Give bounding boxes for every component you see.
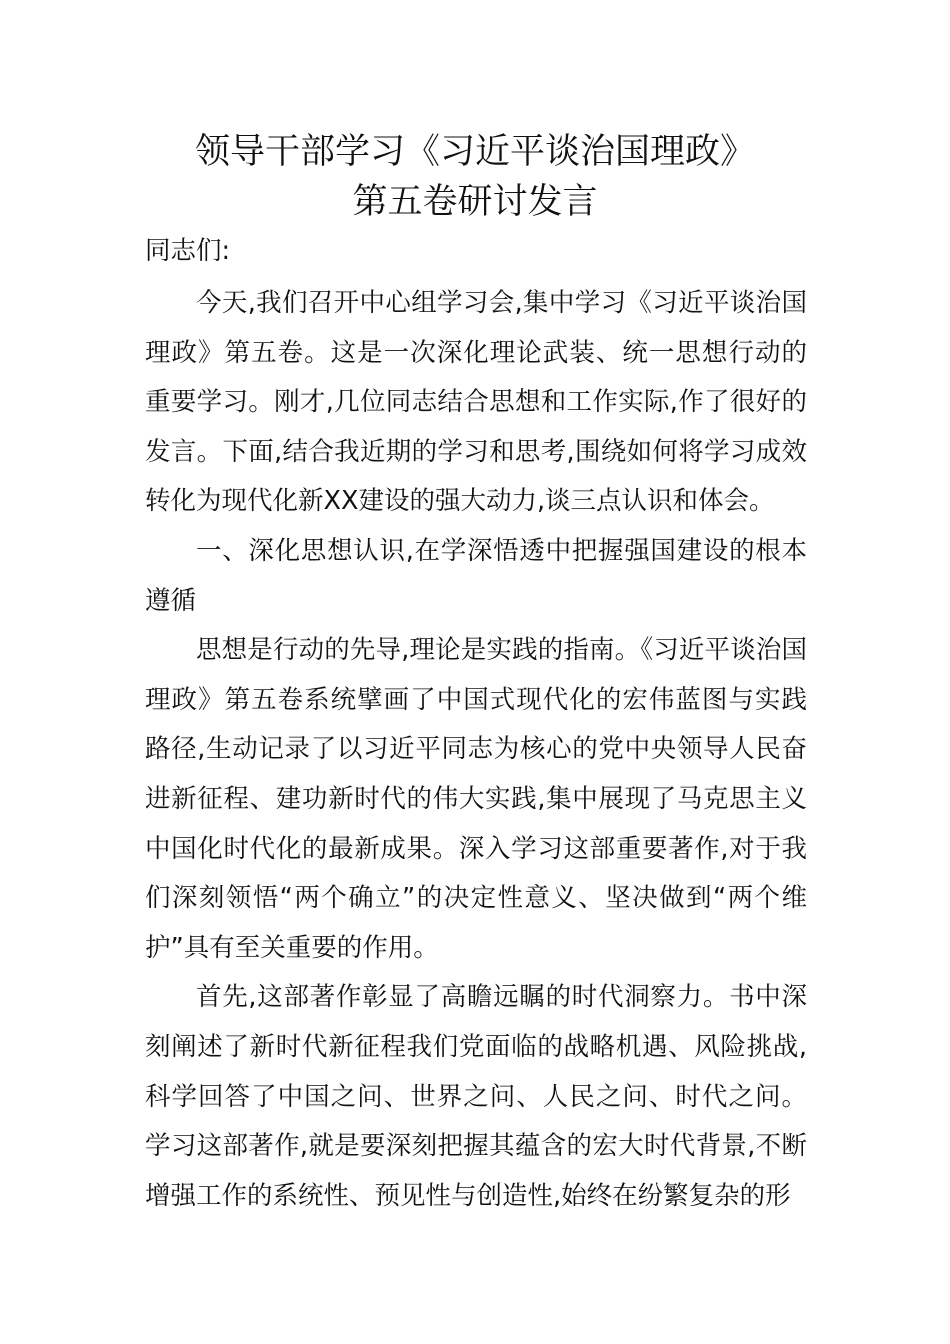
document-body: [145, 279, 807, 1221]
paragraph-section-1: 思想是行动的先导,理论是实践的指南。《习近平谈治国理政》第五卷系统擘画了中国式现代化的宏伟蓝图与实践路径,生动记录了以习近平同志为核心的党中央领导人民奋进新征程、建功新时代的伟大实践,集中展现了马克思主义中国化时代化的最新成果。深入学习这部重要著作,对于我们深刻领悟“两个确立”的决定性意义、坚决做到“两个维护”具有至关重要的作用。: [145, 635, 807, 963]
section-heading-1: 一、深化思想认识,在学深悟透中把握强国建设的根本遵循: [145, 535, 807, 616]
document-title-line-1: 领导干部学习《习近平谈治国理政》: [194, 132, 755, 172]
paragraph-intro: 今天,我们召开中心组学习会,集中学习《习近平谈治国理政》第五卷。这是一次深化理论武装、统一思想行动的重要学习。刚才,几位同志结合思想和工作实际,作了很好的发言。下面,结合我近期的学习和思考,围绕如何将学习成效转化为现代化新XX建设的强大动力,谈三点认识和体会。: [145, 288, 807, 517]
document-title-line-2: 第五卷研讨发言: [352, 182, 598, 222]
salutation: 同志们:: [145, 236, 231, 266]
paragraph-first-point: 首先,这部著作彰显了高瞻远瞩的时代洞察力。书中深刻阐述了新时代新征程我们党面临的战略机遇、风险挑战,科学回答了中国之问、世界之问、人民之问、时代之问。学习这部著作,就是要深刻把握其蕴含的宏大时代背景,不断增强工作的系统性、预见性与创造性,始终在纷繁复杂的形: [145, 982, 807, 1211]
